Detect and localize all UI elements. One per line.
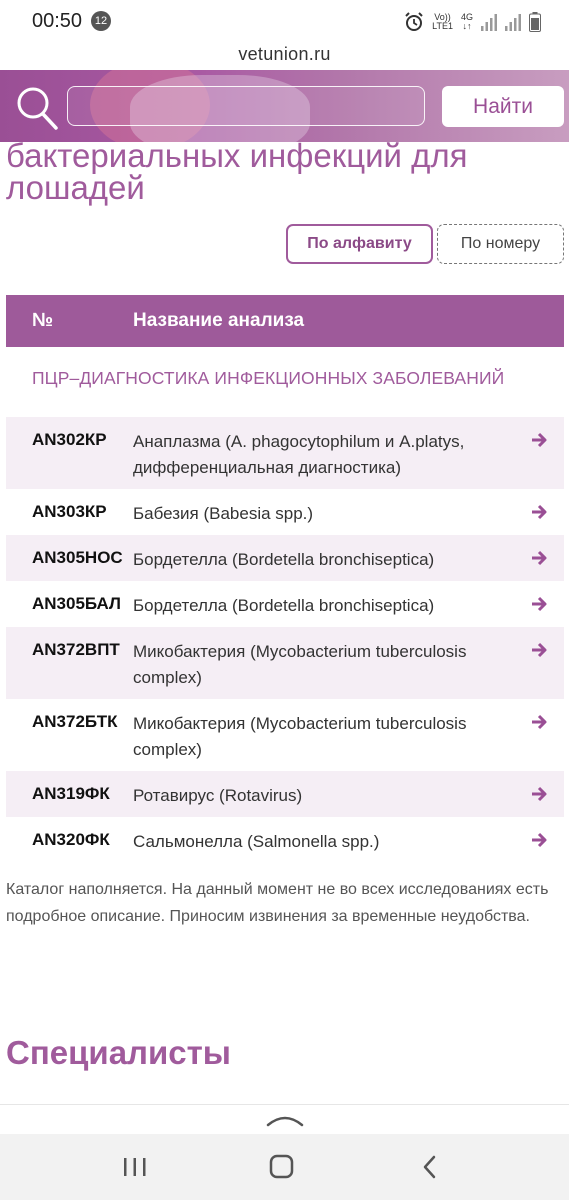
arrow-right-icon[interactable] (531, 713, 549, 731)
search-input[interactable] (67, 86, 425, 126)
table-row[interactable] (6, 771, 564, 817)
analysis-name[interactable]: Микобактерия (Mycobacterium tuberculosis complex) (133, 642, 467, 687)
analysis-code: AN305БАЛ (32, 594, 121, 613)
analysis-name[interactable]: Бабезия (Babesia spp.) (133, 504, 314, 523)
analysis-name[interactable]: Бордетелла (Bordetella bronchiseptica) (133, 596, 435, 615)
url-text[interactable]: vetunion.ru (238, 44, 331, 64)
volte-indicator (432, 13, 453, 31)
column-header-name: Название анализа (133, 310, 305, 331)
table-header (6, 295, 564, 347)
arrow-right-icon[interactable] (531, 785, 549, 803)
bottom-toolbar-handle[interactable] (0, 1104, 569, 1135)
analysis-name[interactable]: Ротавирус (Rotavirus) (133, 786, 303, 805)
battery-icon (529, 12, 541, 32)
analysis-code: AN302КР (32, 430, 107, 449)
status-bar (0, 0, 569, 44)
recent-apps-icon[interactable] (120, 1154, 150, 1180)
volte-label-bottom: LTE1 (432, 21, 453, 31)
signal-icon-1 (481, 13, 497, 31)
page-title: бактериальных инфекций для лошадей (6, 137, 468, 206)
notification-count-badge: 12 (91, 11, 111, 31)
search-icon[interactable] (16, 86, 58, 130)
analysis-code: AN372ВПТ (32, 640, 120, 659)
url-bar[interactable] (0, 44, 569, 70)
analysis-code: AN305НОС (32, 548, 123, 567)
home-icon[interactable] (267, 1154, 297, 1180)
column-header-number: № (32, 310, 54, 331)
search-button[interactable]: Найти (442, 86, 564, 127)
arrow-right-icon[interactable] (531, 549, 549, 567)
analysis-name[interactable]: Сальмонелла (Salmonella spp.) (133, 832, 380, 851)
arrow-right-icon[interactable] (531, 831, 549, 849)
arrow-right-icon[interactable] (531, 641, 549, 659)
analysis-code: AN320ФК (32, 830, 110, 849)
chevron-up-icon[interactable] (266, 1113, 304, 1127)
arrow-right-icon[interactable] (531, 595, 549, 613)
section-label: ПЦР–ДИАГНОСТИКА ИНФЕКЦИОННЫХ ЗАБОЛЕВАНИЙ (32, 368, 505, 388)
status-time: 00:50 (32, 10, 83, 32)
network-type: 4G (460, 12, 473, 22)
system-navigation-bar (0, 1134, 569, 1200)
table-row[interactable] (6, 581, 564, 627)
arrow-right-icon[interactable] (531, 431, 549, 449)
table-row[interactable] (6, 489, 564, 535)
analysis-code: AN303КР (32, 502, 107, 521)
alarm-icon (404, 12, 424, 32)
table-row[interactable] (6, 699, 564, 771)
volte-label-top: Vo)) (434, 12, 451, 22)
sort-alphabetical-button[interactable]: По алфавиту (286, 224, 433, 264)
analysis-name[interactable]: Анаплазма (A. phagocytophilum и A.platys, дифференциальная диагностика) (133, 432, 465, 477)
catalog-note: Каталог наполняется. На данный момент не во всех исследованиях есть подробное описание. Приносим извинения за временные неудобства. (6, 881, 549, 925)
network-indicator (461, 13, 473, 31)
table-row[interactable] (6, 417, 564, 489)
arrow-right-icon[interactable] (531, 503, 549, 521)
analysis-name[interactable]: Бордетелла (Bordetella bronchiseptica) (133, 550, 435, 569)
signal-icon-2 (505, 13, 521, 31)
table-row[interactable] (6, 535, 564, 581)
table-row[interactable] (6, 817, 564, 863)
table-row[interactable] (6, 627, 564, 699)
site-header (0, 70, 569, 142)
specialists-heading: Специалисты (6, 1034, 231, 1071)
back-icon[interactable] (416, 1154, 446, 1180)
analysis-name[interactable]: Микобактерия (Mycobacterium tuberculosis complex) (133, 714, 467, 759)
analysis-code: AN319ФК (32, 784, 110, 803)
analysis-code: AN372БТК (32, 712, 118, 731)
data-arrows-icon: ↓↑ (462, 21, 472, 31)
sort-by-number-button[interactable]: По номеру (437, 224, 564, 264)
status-icons (404, 12, 541, 32)
